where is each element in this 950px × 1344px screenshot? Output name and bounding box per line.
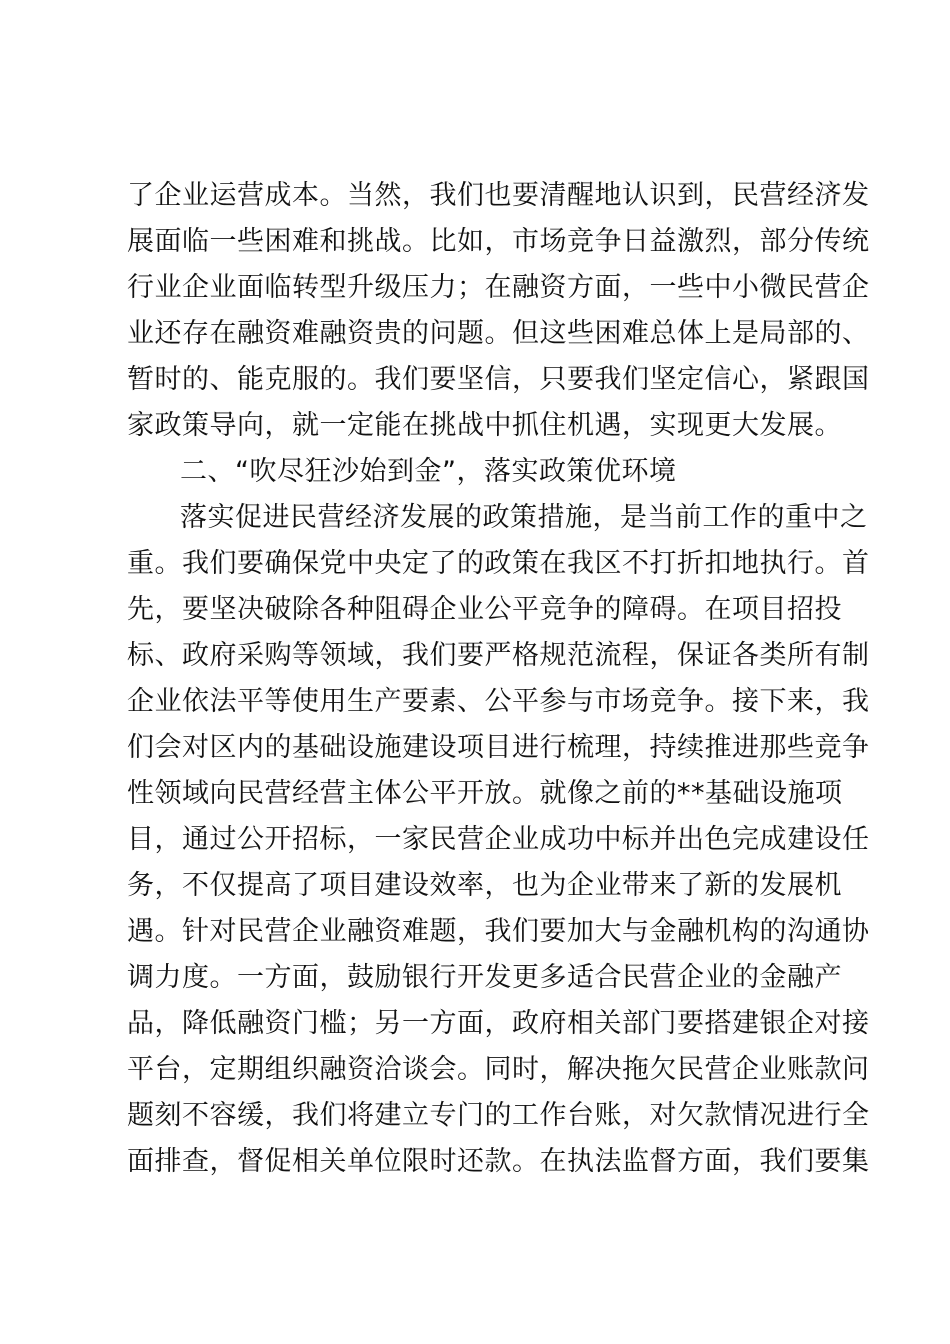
text-line: 目，通过公开招标，一家民营企业成功中标并出色完成建设任 — [127, 824, 870, 855]
text-line: 重。我们要确保党中央定了的政策在我区不打折扣地执行。首 — [127, 548, 870, 579]
text-line: 遇。针对民营企业融资难题，我们要加大与金融机构的沟通协 — [127, 916, 870, 947]
text-line: 先，要坚决破除各种阻碍企业公平竞争的障碍。在项目招投 — [127, 594, 842, 625]
text-line: 调力度。一方面，鼓励银行开发更多适合民营企业的金融产 — [127, 962, 842, 993]
text-line: 平台，定期组织融资洽谈会。同时，解决拖欠民营企业账款问 — [127, 1054, 870, 1085]
text-line: 企业依法平等使用生产要素、公平参与市场竞争。接下来，我 — [127, 686, 870, 717]
text-line: 标、政府采购等领域，我们要严格规范流程，保证各类所有制 — [127, 640, 870, 671]
text-line: 题刻不容缓，我们将建立专门的工作台账，对欠款情况进行全 — [127, 1100, 870, 1131]
text-line: 面排查，督促相关单位限时还款。在执法监督方面，我们要集 — [127, 1146, 870, 1177]
text-line: 性领域向民营经营主体公平开放。就像之前的**基础设施项 — [127, 778, 843, 809]
text-line: 展面临一些困难和挑战。比如，市场竞争日益激烈，部分传统 — [127, 226, 870, 257]
text-line: 家政策导向，就一定能在挑战中抓住机遇，实现更大发展。 — [127, 410, 842, 441]
text-line: 们会对区内的基础设施建设项目进行梳理，持续推进那些竞争 — [127, 732, 870, 763]
section-heading: 二、“吹尽狂沙始到金”，落实政策优环境 — [180, 456, 677, 487]
text-line: 落实促进民营经济发展的政策措施，是当前工作的重中之 — [180, 502, 868, 533]
text-line: 了企业运营成本。当然，我们也要清醒地认识到，民营经济发 — [127, 180, 870, 211]
text-line: 暂时的、能克服的。我们要坚信，只要我们坚定信心，紧跟国 — [127, 364, 870, 395]
text-line: 业还存在融资难融资贵的问题。但这些困难总体上是局部的、 — [127, 318, 870, 349]
text-line: 行业企业面临转型升级压力；在融资方面，一些中小微民营企 — [127, 272, 870, 303]
text-line: 务，不仅提高了项目建设效率，也为企业带来了新的发展机 — [127, 870, 842, 901]
text-line: 品，降低融资门槛；另一方面，政府相关部门要搭建银企对接 — [127, 1008, 870, 1039]
